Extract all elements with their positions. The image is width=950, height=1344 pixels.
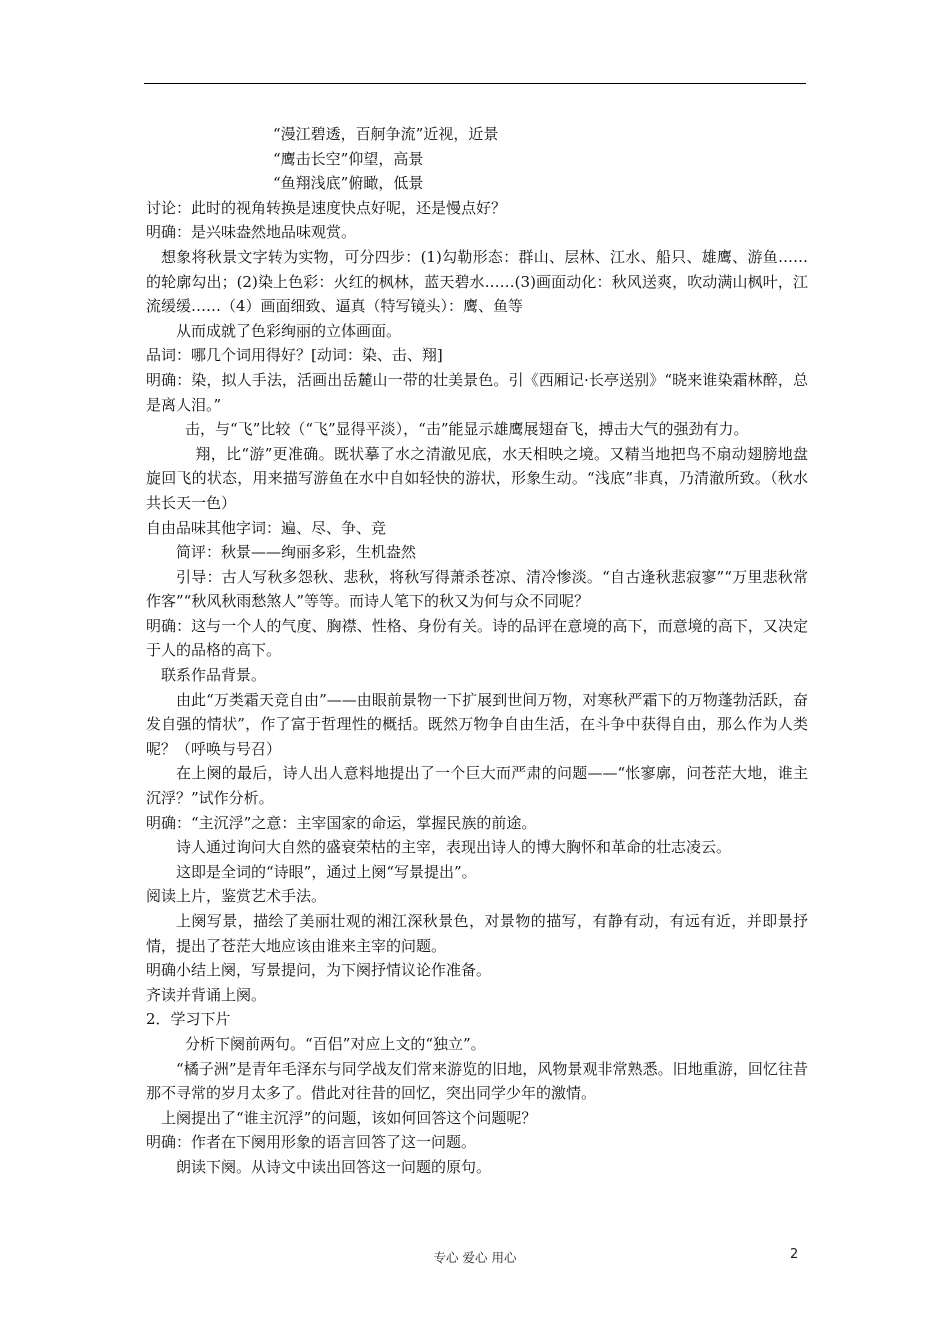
paragraph: 品词：哪几个词用得好？[动词：染、击、翔]: [146, 346, 443, 365]
document-body: [146, 122, 808, 1180]
paragraph: 在上阕的最后，诗人出人意料地提出了一个巨大而严肃的问题——“怅寥廓，问苍茫大地，谁主沉浮？”试作分析。: [146, 764, 808, 808]
paragraph: 明确：这与一个人的气度、胸襟、性格、身份有关。诗的品评在意境的高下，而意境的高下，又决定于人的品格的高下。: [146, 616, 808, 660]
paragraph: 齐读并背诵上阕。: [146, 985, 267, 1004]
paragraph: 上阕写景，描绘了美丽壮观的湘江深秋景色，对景物的描写，有静有动，有远有近，并即景抒情，提出了苍茫大地应该由谁来主宰的问题。: [146, 912, 808, 955]
paragraph: “鹰击长空”仰望，高景: [273, 149, 424, 168]
paragraph: 分析下阕前两句。“百侣”对应上文的“独立”。: [185, 1034, 486, 1053]
paragraph: 自由品味其他字词：遍、尽、争、竞: [146, 518, 387, 537]
paragraph: 这即是全词的“诗眼”，通过上阕“写景提出”。: [176, 862, 477, 881]
paragraph: 翔，比“游”更准确。既状摹了水之清澈见底，水天相映之境。又精当地把鸟不扇动翅膀地盘旋回飞的状态，用来描写游鱼在水中自如轻快的游状，形象生动。“浅底”非真，乃清澈所致。（秋水共长天一色）: [146, 444, 808, 512]
paragraph: “漫江碧透，百舸争流”近视，近景: [273, 125, 499, 143]
paragraph: 明确小结上阕，写景提问，为下阕抒情议论作准备。: [146, 961, 492, 980]
paragraph: 阅读上片，鉴赏艺术手法。: [146, 887, 327, 906]
paragraph: “鱼翔浅底”俯瞰，低景: [273, 174, 424, 193]
paragraph: 上阕提出了“谁主沉浮”的问题，该如何回答这个问题呢？: [161, 1108, 537, 1127]
paragraph: 朗读下阕。从诗文中读出回答这一问题的原句。: [176, 1157, 492, 1176]
page-number: 2: [790, 1247, 799, 1262]
paragraph: 想象将秋景文字转为实物，可分四步：(1)勾勒形态：群山、层林、江水、船只、雄鹰、游鱼……的轮廓勾出；(2)染上色彩：火红的枫林，蓝天碧水……(3)画面动化：秋风送爽，吹动满山枫叶，江流缓缓……（4）画面细致、逼真（特写镜头）：鹰、鱼等: [146, 247, 808, 316]
paragraph: 联系作品背景。: [161, 666, 267, 685]
paragraph: 由此“万类霜天竞自由”——由眼前景物一下扩展到世间万物，对寒秋严霜下的万物蓬勃活跃，奋发自强的情状”，作了富于哲理性的概括。既然万物争自由生活，在斗争中获得自由，那么作为人类呢？（呼唤与号召）: [146, 690, 808, 758]
paragraph: 讨论：此时的视角转换是速度快点好呢，还是慢点好？: [146, 198, 507, 217]
header-rule: [144, 83, 806, 84]
footer-motto: 专心 爱心 用心: [433, 1250, 517, 1265]
paragraph: 明确：“主沉浮”之意：主宰国家的命运，掌握民族的前途。: [146, 813, 537, 832]
paragraph: 明确：是兴味盎然地品味观赏。: [146, 223, 357, 242]
paragraph: “橘子洲”是青年毛泽东与同学战友们常来游览的旧地，风物景观非常熟悉。旧地重游，回忆往昔那不寻常的岁月太多了。借此对往昔的回忆，突出同学少年的激情。: [146, 1059, 808, 1103]
paragraph: 明确：作者在下阕用形象的语言回答了这一问题。: [146, 1133, 477, 1152]
paragraph: 从而成就了色彩绚丽的立体画面。: [176, 321, 402, 340]
paragraph: 明确：染，拟人手法，活画出岳麓山一带的壮美景色。引《西厢记·长亭送别》“晓来谁染霜林醉，总是离人泪。”: [146, 370, 808, 414]
paragraph: 引导：古人写秋多怨秋、悲秋，将秋写得萧杀苍凉、清冷惨淡。“自古逢秋悲寂寥”“万里悲秋常作客”“秋风秋雨愁煞人”等等。而诗人笔下的秋又为何与众不同呢？: [146, 567, 808, 611]
paragraph: 简评：秋景——绚丽多彩，生机盎然: [176, 543, 417, 562]
paragraph: 诗人通过询问大自然的盛衰荣枯的主宰，表现出诗人的博大胸怀和革命的壮志凌云。: [176, 838, 732, 857]
section-heading: 2．学习下片: [146, 1010, 231, 1029]
paragraph: 击，与“飞”比较（“飞”显得平淡），“击”能显示雄鹰展翅奋飞，搏击大气的强劲有力。: [185, 420, 749, 439]
